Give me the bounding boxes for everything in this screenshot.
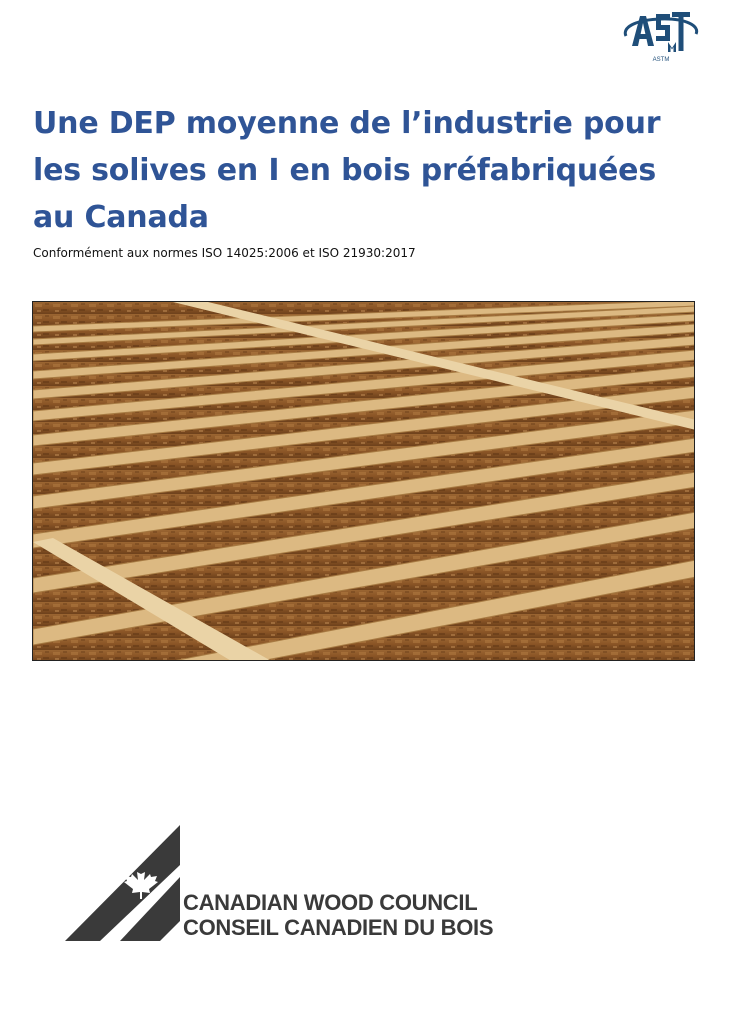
standards-subtitle: Conformément aux normes ISO 14025:2006 et ISO 21930:2017 [33, 246, 416, 260]
title-line-3: au Canada [33, 200, 209, 235]
org-name-en: CANADIAN WOOD COUNCIL [183, 890, 478, 915]
cover-photo [32, 301, 695, 661]
astm-logo [620, 2, 702, 64]
title-line-1: Une DEP moyenne de l’industrie pour [33, 106, 661, 141]
cwc-maple-leaf-logo [60, 823, 190, 943]
title-line-2: les solives en I en bois préfabriquées [33, 153, 656, 188]
organization-name [183, 890, 493, 940]
astm-logo-wordmark: ASTM [652, 57, 670, 63]
i-joist-floor-image [33, 302, 695, 661]
document-title [33, 100, 713, 241]
org-name-fr: CONSEIL CANADIEN DU BOIS [183, 915, 494, 940]
